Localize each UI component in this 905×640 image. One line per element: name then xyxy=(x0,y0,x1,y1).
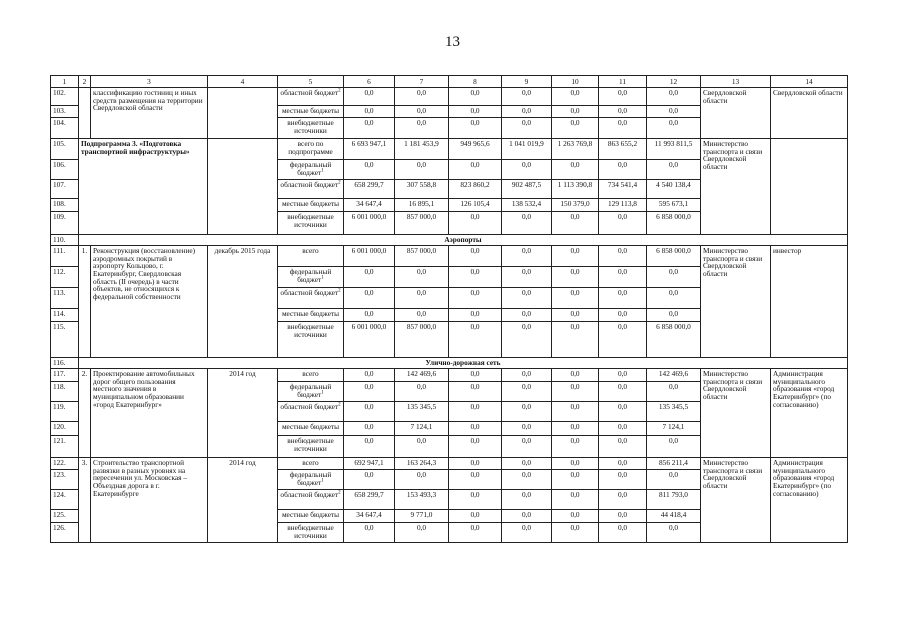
value-cell: 0,0 xyxy=(449,402,502,422)
value-cell: 0,0 xyxy=(552,402,599,422)
executor-cell: Свердловской области xyxy=(701,88,771,139)
row-number: 120. xyxy=(51,422,79,436)
value-cell: 0,0 xyxy=(395,267,449,288)
value-cell: 0,0 xyxy=(647,88,701,106)
source-cell: областной бюджет$^2$ xyxy=(278,88,344,106)
source-cell: местные бюджеты xyxy=(278,510,344,523)
source-cell: всего по подпрограмме xyxy=(278,139,344,160)
value-cell: 7 124,1 xyxy=(647,422,701,436)
value-cell: 11 993 811,5 xyxy=(647,139,701,160)
executor-cell: Министерство транспорта и связи Свердловской области xyxy=(701,369,771,458)
value-cell: 0,0 xyxy=(449,212,502,235)
value-cell: 0,0 xyxy=(502,490,552,510)
source-cell: федеральный бюджет$^1$ xyxy=(278,382,344,402)
value-cell: 0,0 xyxy=(344,523,395,543)
row-number: 118. xyxy=(51,382,79,402)
value-cell: 0,0 xyxy=(395,523,449,543)
value-cell: 6 693 947,1 xyxy=(344,139,395,160)
value-cell: 0,0 xyxy=(552,160,599,180)
row-number: 111. xyxy=(51,246,79,267)
value-cell: 0,0 xyxy=(599,458,647,470)
row-number: 114. xyxy=(51,309,79,322)
value-cell: 0,0 xyxy=(502,523,552,543)
col-header: 8 xyxy=(449,76,502,88)
partner-cell: Администрация муниципального образования «город Екатеринбург» (по согласованию) xyxy=(771,458,848,543)
value-cell: 0,0 xyxy=(552,212,599,235)
value-cell: 0,0 xyxy=(502,118,552,139)
value-cell: 0,0 xyxy=(449,322,502,358)
value-cell: 0,0 xyxy=(599,267,647,288)
value-cell: 0,0 xyxy=(449,309,502,322)
col-header: 9 xyxy=(502,76,552,88)
value-cell: 0,0 xyxy=(449,422,502,436)
value-cell: 0,0 xyxy=(449,490,502,510)
value-cell: 658 299,7 xyxy=(344,180,395,199)
value-cell: 0,0 xyxy=(502,267,552,288)
value-cell: 1 181 453,9 xyxy=(395,139,449,160)
measure-name: Проектирование автомобильных дорог общего пользования местного значения в муниципальном образовании «город Екатеринбург» xyxy=(91,369,208,458)
value-cell: 0,0 xyxy=(395,160,449,180)
value-cell: 0,0 xyxy=(647,523,701,543)
value-cell: 129 113,8 xyxy=(599,199,647,212)
source-cell: федеральный бюджет$^1$ xyxy=(278,267,344,288)
value-cell: 863 655,2 xyxy=(599,139,647,160)
value-cell: 857 000,0 xyxy=(395,322,449,358)
partner-cell xyxy=(771,139,848,235)
value-cell: 138 532,4 xyxy=(502,199,552,212)
value-cell: 0,0 xyxy=(599,160,647,180)
source-cell: областной бюджет$^2$ xyxy=(278,288,344,309)
table-row xyxy=(51,246,848,267)
value-cell: 0,0 xyxy=(395,88,449,106)
value-cell: 6 001 000,0 xyxy=(344,212,395,235)
value-cell: 0,0 xyxy=(344,436,395,458)
value-cell: 0,0 xyxy=(502,106,552,118)
value-cell: 692 947,1 xyxy=(344,458,395,470)
value-cell: 0,0 xyxy=(502,160,552,180)
value-cell: 0,0 xyxy=(344,470,395,490)
value-cell: 0,0 xyxy=(647,288,701,309)
source-cell: внебюджетные источники xyxy=(278,436,344,458)
row-number: 108. xyxy=(51,199,79,212)
term: декабрь 2015 года xyxy=(208,246,278,358)
value-cell: 0,0 xyxy=(395,288,449,309)
col-header: 14 xyxy=(771,76,848,88)
value-cell: 34 647,4 xyxy=(344,510,395,523)
value-cell: 0,0 xyxy=(502,369,552,382)
row-number: 121. xyxy=(51,436,79,458)
value-cell: 0,0 xyxy=(502,309,552,322)
section-title: Улично-дорожная сеть xyxy=(79,358,848,369)
value-cell: 0,0 xyxy=(552,490,599,510)
value-cell: 0,0 xyxy=(599,523,647,543)
col-header: 12 xyxy=(647,76,701,88)
value-cell: 150 379,0 xyxy=(552,199,599,212)
value-cell: 0,0 xyxy=(344,382,395,402)
value-cell: 0,0 xyxy=(502,246,552,267)
value-cell: 0,0 xyxy=(599,382,647,402)
executor-cell: Министерство транспорта и связи Свердловской области xyxy=(701,246,771,358)
row-number: 110. xyxy=(51,235,79,246)
value-cell: 0,0 xyxy=(344,160,395,180)
table-row xyxy=(51,88,848,106)
col-header: 3 xyxy=(91,76,208,88)
value-cell: 0,0 xyxy=(502,422,552,436)
table-row xyxy=(51,139,848,160)
value-cell: 0,0 xyxy=(502,470,552,490)
value-cell: 0,0 xyxy=(552,458,599,470)
value-cell: 0,0 xyxy=(552,118,599,139)
row-number: 117. xyxy=(51,369,79,382)
value-cell: 0,0 xyxy=(599,246,647,267)
value-cell: 16 895,1 xyxy=(395,199,449,212)
value-cell: 0,0 xyxy=(344,422,395,436)
value-cell: 0,0 xyxy=(449,458,502,470)
executor-cell: Министерство транспорта и связи Свердловской области xyxy=(701,458,771,543)
value-cell: 0,0 xyxy=(344,118,395,139)
value-cell: 0,0 xyxy=(599,402,647,422)
item-index: 1. xyxy=(79,246,91,358)
value-cell: 0,0 xyxy=(449,523,502,543)
value-cell: 0,0 xyxy=(449,246,502,267)
value-cell: 0,0 xyxy=(552,246,599,267)
row-number: 106. xyxy=(51,160,79,180)
row-number: 119. xyxy=(51,402,79,422)
value-cell: 0,0 xyxy=(502,88,552,106)
source-cell: федеральный бюджет$^1$ xyxy=(278,160,344,180)
partner-cell: Свердловской области xyxy=(771,88,848,139)
measure-name: классификацию гостиниц и иных средств размещения на территории Свердловской области xyxy=(91,88,208,139)
value-cell: 595 673,1 xyxy=(647,199,701,212)
value-cell: 0,0 xyxy=(552,309,599,322)
source-cell: областной бюджет$^2$ xyxy=(278,180,344,199)
value-cell: 0,0 xyxy=(502,510,552,523)
value-cell: 0,0 xyxy=(599,422,647,436)
measure-name: Строительство транспортной развязки в разных уровнях на пересечении ул. Московская – Объездная дорога в г. Екатеринбурге xyxy=(91,458,208,543)
value-cell: 6 858 000,0 xyxy=(647,246,701,267)
value-cell: 142 469,6 xyxy=(395,369,449,382)
value-cell: 0,0 xyxy=(449,160,502,180)
item-index: 3. xyxy=(79,458,91,543)
value-cell: 126 105,4 xyxy=(449,199,502,212)
value-cell: 0,0 xyxy=(344,88,395,106)
source-cell: местные бюджеты xyxy=(278,106,344,118)
value-cell: 0,0 xyxy=(552,470,599,490)
header-row xyxy=(51,76,848,88)
source-cell: всего xyxy=(278,369,344,382)
value-cell: 0,0 xyxy=(599,106,647,118)
value-cell: 0,0 xyxy=(599,490,647,510)
value-cell: 0,0 xyxy=(552,106,599,118)
value-cell: 0,0 xyxy=(502,288,552,309)
value-cell: 142 469,6 xyxy=(647,369,701,382)
term xyxy=(208,88,278,139)
value-cell: 34 647,4 xyxy=(344,199,395,212)
col-header: 13 xyxy=(701,76,771,88)
value-cell: 9 771,0 xyxy=(395,510,449,523)
row-number: 105. xyxy=(51,139,79,160)
row-number: 125. xyxy=(51,510,79,523)
value-cell: 0,0 xyxy=(395,106,449,118)
value-cell: 0,0 xyxy=(449,436,502,458)
value-cell: 857 000,0 xyxy=(395,246,449,267)
value-cell: 0,0 xyxy=(599,118,647,139)
value-cell: 1 263 769,8 xyxy=(552,139,599,160)
page-number: 13 xyxy=(445,34,460,50)
value-cell: 0,0 xyxy=(599,212,647,235)
source-cell: внебюджетные источники xyxy=(278,212,344,235)
value-cell: 7 124,1 xyxy=(395,422,449,436)
value-cell: 0,0 xyxy=(552,382,599,402)
value-cell: 0,0 xyxy=(552,369,599,382)
source-cell: внебюджетные источники xyxy=(278,322,344,358)
section-title: Аэропорты xyxy=(79,235,848,246)
value-cell: 0,0 xyxy=(449,267,502,288)
col-header: 10 xyxy=(552,76,599,88)
source-cell: местные бюджеты xyxy=(278,309,344,322)
item-index xyxy=(79,88,91,139)
value-cell: 0,0 xyxy=(502,212,552,235)
value-cell: 0,0 xyxy=(395,470,449,490)
value-cell: 0,0 xyxy=(599,288,647,309)
value-cell: 1 113 390,8 xyxy=(552,180,599,199)
value-cell: 0,0 xyxy=(599,322,647,358)
row-number: 126. xyxy=(51,523,79,543)
row-number: 112. xyxy=(51,267,79,288)
section-row xyxy=(51,235,848,246)
value-cell: 0,0 xyxy=(552,422,599,436)
row-number: 104. xyxy=(51,118,79,139)
value-cell: 0,0 xyxy=(502,436,552,458)
row-number: 102. xyxy=(51,88,79,106)
value-cell: 6 001 000,0 xyxy=(344,246,395,267)
value-cell: 0,0 xyxy=(449,88,502,106)
value-cell: 0,0 xyxy=(552,88,599,106)
value-cell: 734 541,4 xyxy=(599,180,647,199)
executor-cell: Министерство транспорта и связи Свердловской области xyxy=(701,139,771,235)
value-cell: 6 001 000,0 xyxy=(344,322,395,358)
value-cell: 135 345,5 xyxy=(395,402,449,422)
value-cell: 0,0 xyxy=(502,382,552,402)
row-number: 124. xyxy=(51,490,79,510)
value-cell: 0,0 xyxy=(599,510,647,523)
value-cell: 0,0 xyxy=(449,510,502,523)
source-cell: областной бюджет$^2$ xyxy=(278,490,344,510)
source-cell: местные бюджеты xyxy=(278,422,344,436)
value-cell: 1 041 019,9 xyxy=(502,139,552,160)
value-cell: 0,0 xyxy=(599,309,647,322)
value-cell: 0,0 xyxy=(647,118,701,139)
source-cell: всего xyxy=(278,458,344,470)
value-cell: 0,0 xyxy=(599,369,647,382)
value-cell: 0,0 xyxy=(552,510,599,523)
col-header: 5 xyxy=(278,76,344,88)
value-cell: 0,0 xyxy=(502,458,552,470)
term: 2014 год xyxy=(208,458,278,543)
value-cell: 0,0 xyxy=(552,523,599,543)
value-cell: 0,0 xyxy=(449,106,502,118)
value-cell: 0,0 xyxy=(449,470,502,490)
col-header: 6 xyxy=(344,76,395,88)
value-cell: 0,0 xyxy=(599,88,647,106)
table-row xyxy=(51,369,848,382)
value-cell: 0,0 xyxy=(344,369,395,382)
value-cell: 0,0 xyxy=(552,322,599,358)
value-cell: 6 858 000,0 xyxy=(647,322,701,358)
value-cell: 857 000,0 xyxy=(395,212,449,235)
row-number: 115. xyxy=(51,322,79,358)
value-cell: 0,0 xyxy=(449,369,502,382)
value-cell: 949 965,6 xyxy=(449,139,502,160)
value-cell: 811 793,0 xyxy=(647,490,701,510)
value-cell: 153 493,3 xyxy=(395,490,449,510)
value-cell: 0,0 xyxy=(647,382,701,402)
value-cell: 658 299,7 xyxy=(344,490,395,510)
value-cell: 0,0 xyxy=(395,382,449,402)
item-index: 2. xyxy=(79,369,91,458)
value-cell: 0,0 xyxy=(449,118,502,139)
source-cell: внебюджетные источники xyxy=(278,118,344,139)
value-cell: 0,0 xyxy=(344,309,395,322)
value-cell: 823 860,2 xyxy=(449,180,502,199)
value-cell: 0,0 xyxy=(344,267,395,288)
partner-cell: инвестор xyxy=(771,246,848,358)
value-cell: 0,0 xyxy=(395,309,449,322)
value-cell: 0,0 xyxy=(647,160,701,180)
section-row xyxy=(51,358,848,369)
value-cell: 0,0 xyxy=(647,436,701,458)
value-cell: 0,0 xyxy=(344,106,395,118)
value-cell: 0,0 xyxy=(395,118,449,139)
value-cell: 135 345,5 xyxy=(647,402,701,422)
row-number: 123. xyxy=(51,470,79,490)
value-cell: 0,0 xyxy=(449,288,502,309)
partner-cell: Администрация муниципального образования «город Екатеринбург» (по согласованию) xyxy=(771,369,848,458)
value-cell: 44 418,4 xyxy=(647,510,701,523)
value-cell: 0,0 xyxy=(599,436,647,458)
source-cell: всего xyxy=(278,246,344,267)
value-cell: 0,0 xyxy=(502,402,552,422)
value-cell: 0,0 xyxy=(449,382,502,402)
value-cell: 0,0 xyxy=(344,402,395,422)
value-cell: 0,0 xyxy=(344,288,395,309)
col-header: 4 xyxy=(208,76,278,88)
value-cell: 0,0 xyxy=(647,309,701,322)
row-number: 109. xyxy=(51,212,79,235)
budget-table xyxy=(50,75,848,543)
value-cell: 0,0 xyxy=(599,470,647,490)
value-cell: 0,0 xyxy=(552,267,599,288)
value-cell: 0,0 xyxy=(647,106,701,118)
value-cell: 0,0 xyxy=(395,436,449,458)
term xyxy=(208,139,278,235)
source-cell: местные бюджеты xyxy=(278,199,344,212)
source-cell: федеральный бюджет$^1$ xyxy=(278,470,344,490)
subprogram-title: Подпрограмма 3. «Подготовка транспортной инфраструктуры» xyxy=(79,139,208,235)
row-number: 113. xyxy=(51,288,79,309)
value-cell: 0,0 xyxy=(552,288,599,309)
col-header: 11 xyxy=(599,76,647,88)
value-cell: 0,0 xyxy=(552,436,599,458)
value-cell: 307 558,8 xyxy=(395,180,449,199)
row-number: 103. xyxy=(51,106,79,118)
value-cell: 0,0 xyxy=(647,267,701,288)
value-cell: 856 211,4 xyxy=(647,458,701,470)
row-number: 107. xyxy=(51,180,79,199)
row-number: 122. xyxy=(51,458,79,470)
col-header: 1 xyxy=(51,76,79,88)
source-cell: внебюджетные источники xyxy=(278,523,344,543)
table-row xyxy=(51,458,848,470)
source-cell: областной бюджет$^2$ xyxy=(278,402,344,422)
value-cell: 4 540 138,4 xyxy=(647,180,701,199)
value-cell: 902 487,5 xyxy=(502,180,552,199)
value-cell: 0,0 xyxy=(647,470,701,490)
value-cell: 6 858 000,0 xyxy=(647,212,701,235)
value-cell: 163 264,3 xyxy=(395,458,449,470)
value-cell: 0,0 xyxy=(502,322,552,358)
col-header: 7 xyxy=(395,76,449,88)
measure-name: Реконструкция (восстановление) аэродромных покрытий в аэропорту Кольцово, г. Екатеринбург, Свердловская область (II очередь) в части объектов, не относящихся к федеральной собственности xyxy=(91,246,208,358)
row-number: 116. xyxy=(51,358,79,369)
term: 2014 год xyxy=(208,369,278,458)
col-header: 2 xyxy=(79,76,91,88)
